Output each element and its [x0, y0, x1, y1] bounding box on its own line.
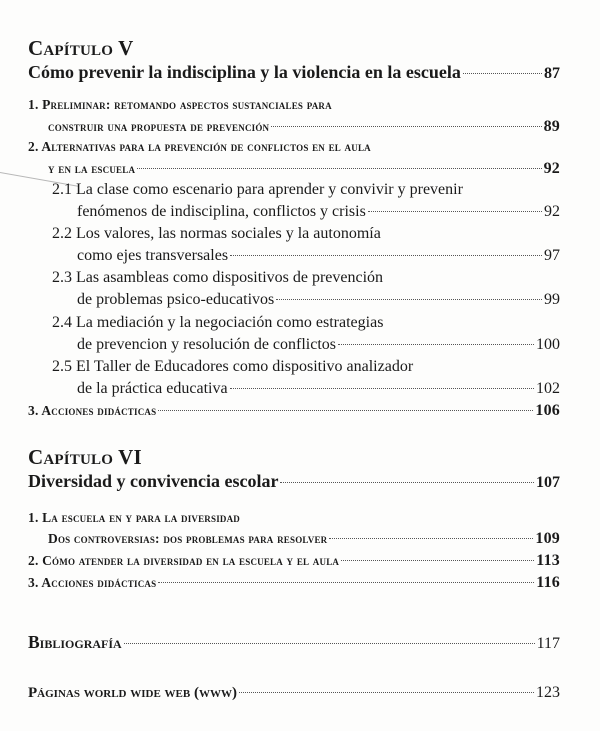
dot-leader	[280, 482, 534, 483]
chapter-v-title-entry	[28, 62, 560, 83]
dot-leader	[137, 168, 541, 169]
toc-entry-2-1: 2.1 La clase como escenario para aprender y convivir y prevenir	[52, 181, 463, 198]
toc-entry-5-1: 1. Preliminar: retomando aspectos sustanciales para	[28, 97, 332, 112]
dot-leader	[271, 126, 541, 127]
dot-leader	[124, 643, 535, 644]
toc-entry-6-2: 2. Cómo atender la diversidad en la escuela y el aula 113	[28, 552, 560, 569]
page-number: 92	[543, 160, 560, 177]
chapter-vi-title: Diversidad y convivencia escolar	[28, 471, 279, 491]
dot-leader	[338, 344, 534, 345]
page-number: 113	[536, 552, 560, 569]
toc-entry-2-2: 2.2 Los valores, las normas sociales y la autonomía	[52, 225, 381, 242]
toc-entry-paginas-www: Páginas world wide web (www) 123	[28, 684, 560, 701]
dot-leader	[158, 582, 534, 583]
page-number: 117	[536, 635, 560, 652]
chapter-v-title: Cómo prevenir la indisciplina y la violencia en la escuela	[28, 62, 461, 82]
toc-entry-2-5: 2.5 El Taller de Educadores como dispositivo analizador	[52, 358, 414, 375]
toc-entry-2-1-cont: fenómenos de indisciplina, conflictos y crisis 92	[77, 203, 560, 220]
toc-entry-6-1: 1. La escuela en y para la diversidad	[28, 510, 241, 525]
toc-entry-5-2: 2. Alternativas para la prevención de conflictos en el aula	[28, 139, 371, 154]
dot-leader	[276, 299, 542, 300]
dot-leader	[329, 538, 533, 539]
dot-leader	[158, 410, 533, 411]
toc-entry-6-1-cont: Dos controversias: dos problemas para resolver 109	[48, 530, 560, 547]
dot-leader	[230, 388, 534, 389]
toc-entry-2-4-cont: de prevencion y resolución de conflictos 100	[77, 336, 560, 353]
page-number: 100	[536, 336, 560, 353]
dot-leader	[341, 560, 534, 561]
toc-entry-2-4: 2.4 La mediación y la negociación como estrategias	[52, 314, 384, 331]
dot-leader	[239, 692, 534, 693]
dot-leader	[230, 255, 542, 256]
chapter-v-page: 87	[544, 65, 560, 82]
page-number: 102	[536, 380, 560, 397]
page-number: 92	[544, 203, 560, 220]
dot-leader	[463, 73, 542, 74]
toc-entry-6-3: 3. Acciones didácticas 116	[28, 574, 560, 591]
page-number: 123	[536, 684, 560, 701]
page-number: 116	[536, 574, 560, 591]
page-number: 109	[535, 530, 560, 547]
toc-entry-5-2-cont: y en la escuela 92	[48, 160, 560, 177]
toc-entry-2-2-cont: como ejes transversales 97	[77, 247, 560, 264]
page-number: 99	[544, 291, 560, 308]
dot-leader	[368, 211, 542, 212]
chapter-vi-heading: Capítulo VI	[28, 445, 142, 469]
chapter-v-heading: Capítulo V	[28, 36, 134, 60]
chapter-vi-page: 107	[536, 474, 560, 491]
page-number: 106	[535, 402, 560, 419]
toc-entry-2-5-cont: de la práctica educativa 102	[77, 380, 560, 397]
chapter-vi-title-entry	[28, 471, 560, 492]
toc-entry-2-3-cont: de problemas psico-educativos 99	[77, 291, 560, 308]
toc-entry-bibliografia: Bibliografía 117	[28, 632, 560, 652]
toc-entry-5-3: 3. Acciones didácticas 106	[28, 402, 560, 419]
page-number: 89	[543, 118, 560, 135]
toc-entry-2-3: 2.3 Las asambleas como dispositivos de prevención	[52, 269, 384, 286]
page-number: 97	[544, 247, 560, 264]
toc-entry-5-1-cont: construir una propuesta de prevención 89	[48, 118, 560, 135]
